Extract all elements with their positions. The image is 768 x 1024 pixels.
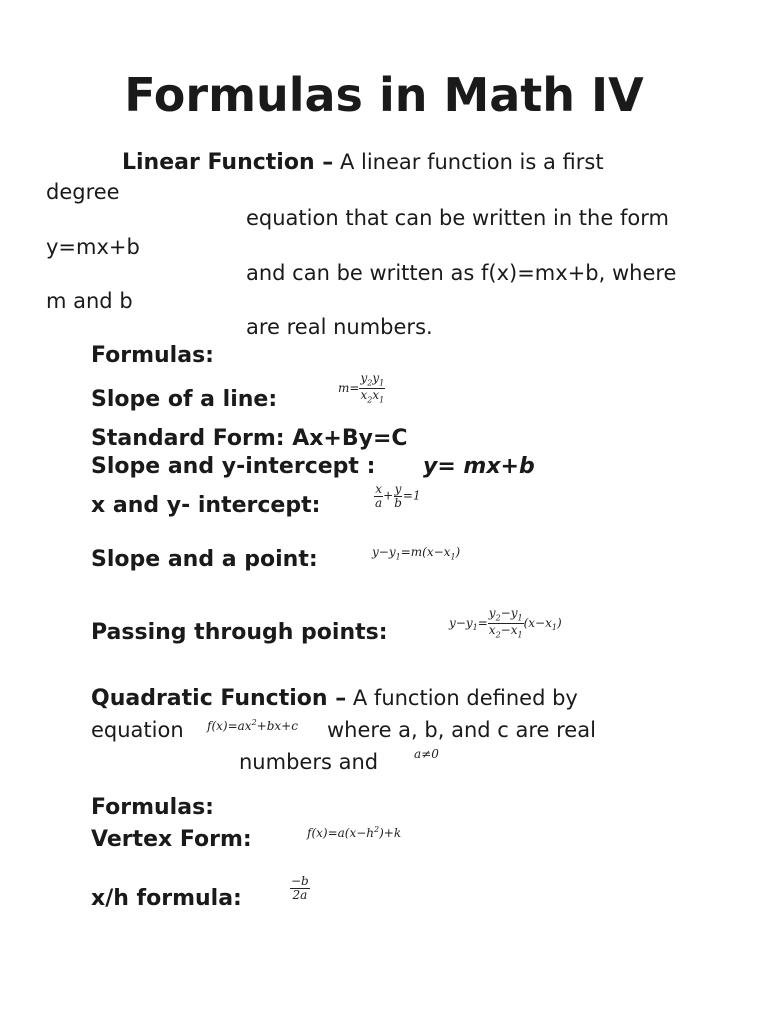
standard-form-label: Standard Form: Ax+By=C [91, 426, 408, 451]
xh-formula: $\frac{-b}{2a}$ [291, 874, 309, 902]
passing-points-formula: $y-y_1=$ $\frac{y_2-y_1}{x_2-x_1}$ $(x-x_1)$ [449, 606, 562, 640]
page-title: Formulas in Math IV [124, 68, 644, 122]
linear-line-4: y=mx+b [46, 235, 140, 259]
a-not-zero-formula: a≠0 [414, 747, 439, 761]
quadratic-heading: Quadratic Function – [91, 686, 347, 711]
linear-line-2: degree [46, 180, 120, 204]
quadratic-line-2: equation [91, 718, 184, 742]
slope-label: Slope of a line: [91, 387, 278, 412]
linear-formulas-label: Formulas: [91, 343, 214, 368]
quadratic-intro: A function defined by [346, 686, 578, 710]
linear-line-6: m and b [46, 289, 133, 313]
quadratic-line-1 [91, 686, 578, 711]
vertex-form-label: Vertex Form: [91, 827, 252, 852]
slope-intercept-equation: y= mx+b [423, 454, 535, 479]
passing-points-label: Passing through points: [91, 620, 388, 645]
slope-formula: m= $\frac{y_2y_1}{x_2x_1}$ [338, 371, 385, 405]
quadratic-formulas-label: Formulas: [91, 795, 214, 820]
xy-intercept-formula: $\frac{x}{a}$ + $\frac{y}{b}$ =1 [375, 482, 421, 510]
slope-point-label: Slope and a point: [91, 547, 318, 572]
linear-line-7: are real numbers. [246, 315, 433, 339]
xy-intercept-label: x and y- intercept: [91, 493, 321, 518]
linear-intro: A linear function is a first [333, 150, 604, 174]
linear-line-5: and can be written as f(x)=mx+b, where [246, 261, 677, 285]
quadratic-equation: $f(x)=ax^2+bx+c$ [207, 718, 298, 733]
slope-intercept-label: Slope and y-intercept : [91, 454, 376, 479]
vertex-form-formula: $f(x)=a(x-h^2)+k$ [307, 825, 402, 840]
quadratic-line-3: numbers and [239, 750, 379, 774]
linear-line-1 [122, 150, 604, 175]
linear-line-3: equation that can be written in the form [246, 206, 669, 230]
linear-heading: Linear Function – [122, 150, 334, 175]
quadratic-line-2-rest: where a, b, and c are real [327, 718, 596, 742]
slope-point-formula: $y-y_1=m(x-x_1)$ [372, 545, 461, 562]
xh-formula-label: x/h formula: [91, 886, 242, 911]
